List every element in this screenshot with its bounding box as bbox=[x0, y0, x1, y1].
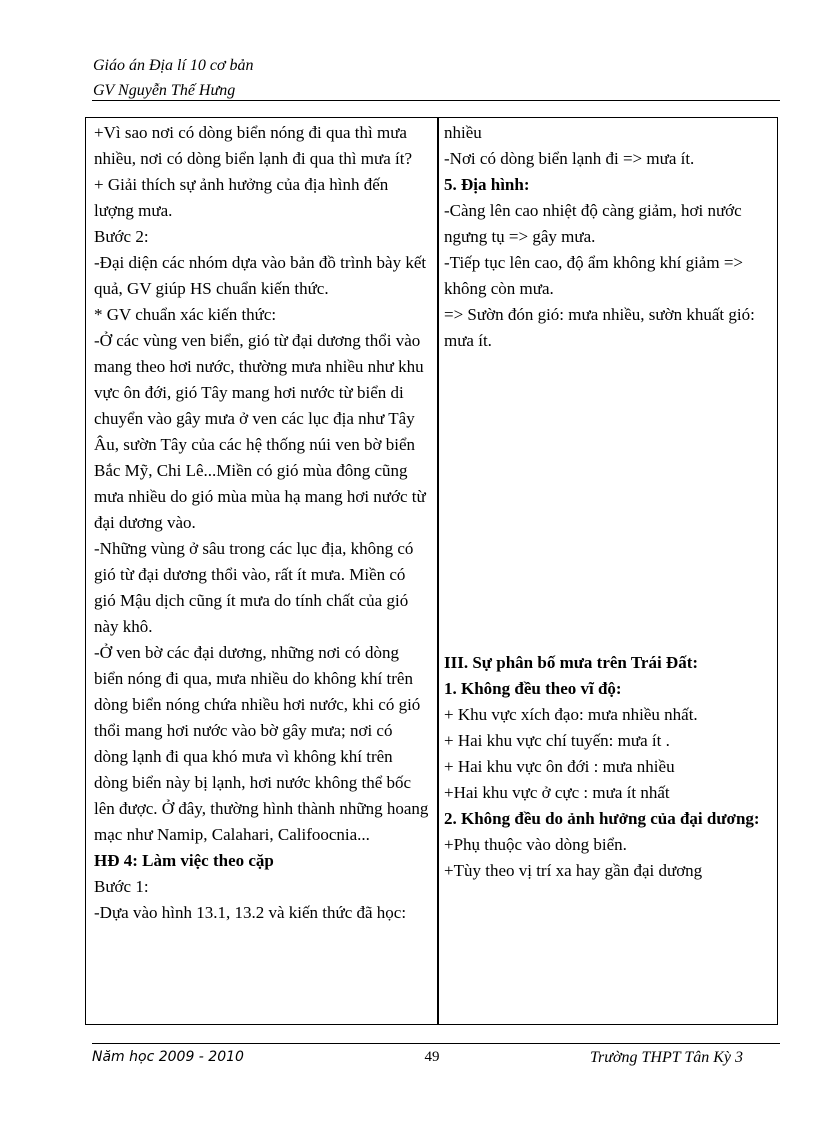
right-lower-line-9: +Tùy theo vị trí xa hay gần đại dương bbox=[444, 861, 703, 880]
right-lower-line-5: + Hai khu vực ôn đới : mưa nhiều bbox=[444, 757, 675, 776]
left-activity-4-text: HĐ 4: Làm việc theo cặp bbox=[94, 851, 274, 870]
right-heading-ocean: 2. Không đều do ảnh hưởng của đại dương: bbox=[444, 809, 760, 828]
right-line-2: -Nơi có dòng biển lạnh đi => mưa ít. bbox=[444, 149, 695, 168]
right-column-upper bbox=[444, 120, 774, 354]
right-heading-distribution: III. Sự phân bố mưa trên Trái Đất: bbox=[444, 653, 699, 672]
right-line-4: -Càng lên cao nhiệt độ càng giảm, hơi nước ngưng tụ => gây mưa. bbox=[444, 201, 742, 246]
right-heading-latitude: 1. Không đều theo vĩ độ: bbox=[444, 679, 622, 698]
footer-school-name: Trường THPT Tân Kỳ 3 bbox=[590, 1049, 744, 1066]
left-paragraph-coast: -Ở các vùng ven biển, gió từ đại dương thổi vào mang theo hơi nước, thường mưa nhiều như khu vực ôn đới, gió Tây mang hơi nước từ biển di chuyển vào gây mưa ở ven các lục địa như Tây Âu, sườn Tây của các hệ thống núi ven bờ biển Bắc Mỹ, Chi Lê...Miền có gió mùa đông cũng mưa nhiều do gió mùa mùa hạ mang hơi nước từ đại dương vào. bbox=[94, 331, 426, 532]
left-column bbox=[94, 120, 430, 926]
right-lower-line-8: +Phụ thuộc vào dòng biển. bbox=[444, 835, 627, 854]
left-paragraph-inland: -Những vùng ở sâu trong các lục địa, không có gió từ đại dương thổi vào, rất ít mưa. Miền có gió Mậu dịch cũng ít mưa do tính chất của gió này khô. bbox=[94, 539, 414, 636]
left-question-2: + Giải thích sự ảnh hưởng của địa hình đến lượng mưa. bbox=[94, 175, 389, 220]
right-lower-line-6: +Hai khu vực ở cực : mưa ít nhất bbox=[444, 783, 670, 802]
right-heading-terrain: 5. Địa hình: bbox=[444, 175, 530, 194]
footer-school-year: Năm học 2009 - 2010 bbox=[92, 1049, 244, 1065]
left-question-1: +Vì sao nơi có dòng biển nóng đi qua thì mưa nhiều, nơi có dòng biển lạnh đi qua thì mưa ít? bbox=[94, 123, 413, 168]
lesson-table bbox=[85, 117, 778, 1025]
left-step-1: Bước 1: bbox=[94, 877, 149, 896]
right-column-lower bbox=[444, 650, 774, 884]
header-teacher: GV Nguyễn Thế Hưng bbox=[93, 82, 236, 99]
right-lower-line-3: + Khu vực xích đạo: mưa nhiều nhất. bbox=[444, 705, 698, 724]
left-step-1-text: -Dựa vào hình 13.1, 13.2 và kiến thức đã học: bbox=[94, 903, 407, 922]
right-line-1: nhiều bbox=[444, 123, 482, 142]
right-line-6: => Sườn đón gió: mưa nhiều, sườn khuất gió: mưa ít. bbox=[444, 305, 755, 350]
left-step-2: Bước 2: bbox=[94, 227, 149, 246]
column-divider bbox=[437, 118, 439, 1024]
left-activity-4 bbox=[94, 848, 430, 874]
page-number: 49 bbox=[424, 1049, 440, 1065]
left-step-2-text: -Đại diện các nhóm dựa vào bản đồ trình bày kết quả, GV giúp HS chuẩn kiến thức. bbox=[94, 253, 427, 298]
left-paragraph-currents: -Ở ven bờ các đại dương, những nơi có dòng biển nóng đi qua, mưa nhiều do không khí trên dòng biển nóng chứa nhiều hơi nước, khi có gió thổi mang hơi nước vào bờ gây mưa; nơi có dòng lạnh đi qua khó mưa vì không khí trên dòng biển này bị lạnh, hơi nước không thể bốc lên được. Ở đây, thường hình thành những hoang mạc như Namip, Calahari, Califoocnia... bbox=[94, 643, 429, 844]
footer-rule bbox=[92, 1043, 780, 1044]
page-header bbox=[93, 53, 254, 103]
right-line-5: -Tiếp tục lên cao, độ ẩm không khí giảm => không còn mưa. bbox=[444, 253, 744, 298]
left-gv-heading: * GV chuẩn xác kiến thức: bbox=[94, 305, 277, 324]
header-rule bbox=[92, 100, 780, 101]
right-lower-line-4: + Hai khu vực chí tuyến: mưa ít . bbox=[444, 731, 670, 750]
header-subject: Giáo án Địa lí 10 cơ bản bbox=[93, 57, 254, 74]
